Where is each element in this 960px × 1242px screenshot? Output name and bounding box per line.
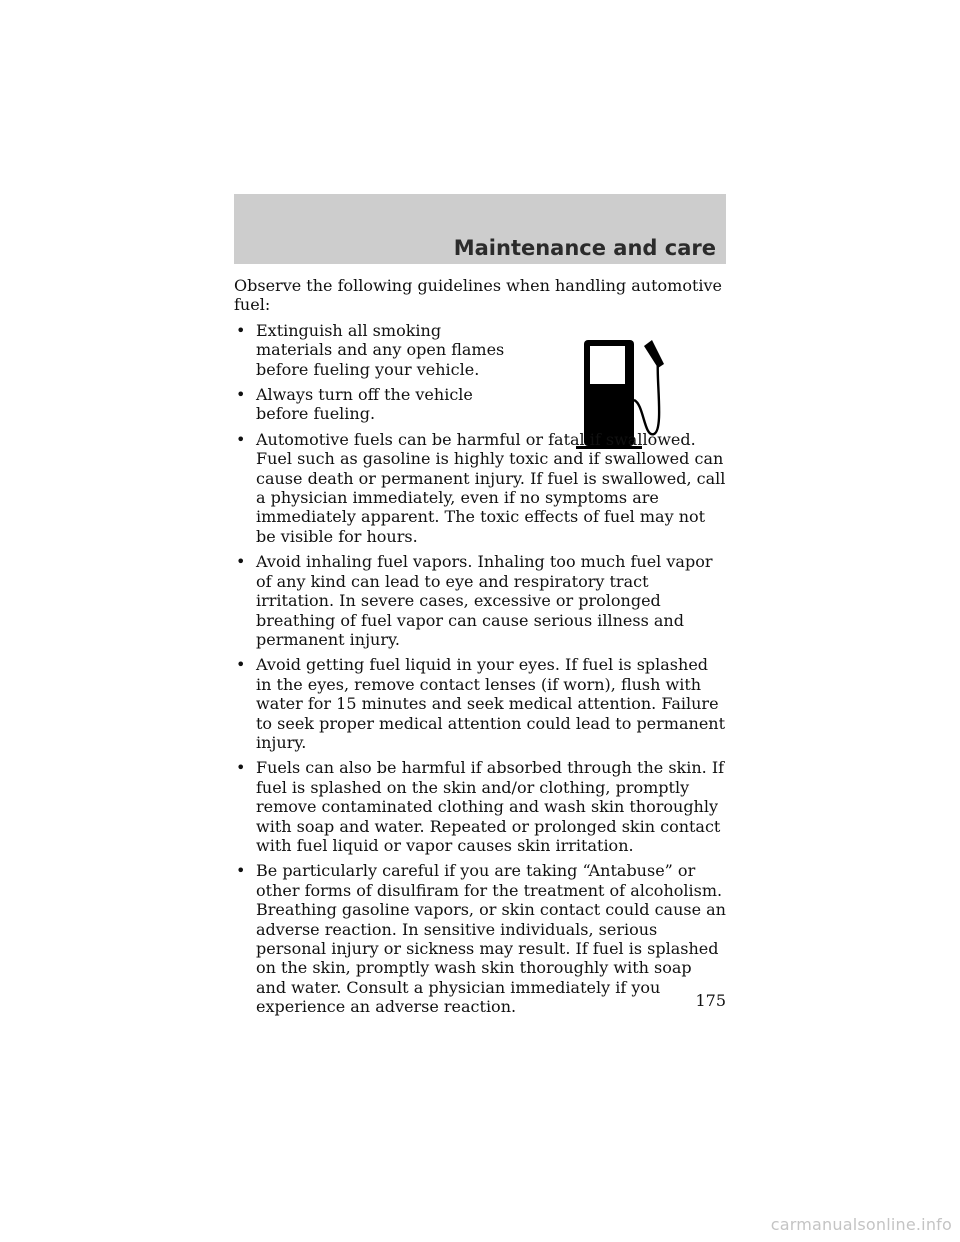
list-item-text: Be particularly careful if you are taking “Antabuse” or other forms of disulfiram for the treatment of alcoholism. Breathing gasoline vapors, or skin contact could cause an adverse reaction. In sensitive individuals, serious personal injury or sickness may result. If fuel is splashed on the skin, promptly wash skin thoroughly with soap and water. Consult a physician immediately if you experience an adverse reaction. (256, 861, 726, 1017)
list-item (234, 321, 511, 379)
bullet-glyph: • (236, 320, 246, 340)
bullet-glyph: • (236, 385, 246, 405)
list-item (234, 552, 726, 649)
list-item-text: Extinguish all smoking materials and any open flames before fueling your vehicle. (256, 320, 505, 379)
list-item-text: Automotive fuels can be harmful or fatal if swallowed. Fuel such as gasoline is highly toxic and if swallowed can cause death or permanent injury. If fuel is swallowed, call a physician immediately, even if no symptoms are immediately apparent. The toxic effects of fuel may not be visible for hours. (256, 429, 726, 546)
document-body (234, 276, 726, 1023)
watermark-link[interactable]: carmanualsonline.info (770, 1215, 952, 1234)
list-item (234, 861, 726, 1016)
bullet-glyph: • (236, 429, 246, 449)
bullet-glyph: • (236, 861, 246, 881)
list-item-text: Always turn off the vehicle before fueling. (256, 385, 473, 424)
bullet-glyph: • (236, 758, 246, 778)
intro-paragraph: Observe the following guidelines when handling automotive fuel: (234, 276, 722, 315)
page-number: 175 (695, 991, 726, 1010)
list-item (234, 430, 726, 546)
section-title: Maintenance and care (453, 236, 716, 260)
section-header-band (234, 194, 726, 264)
list-item-text: Avoid getting fuel liquid in your eyes. If fuel is splashed in the eyes, remove contact lenses (if worn), flush with water for 15 minutes and seek medical attention. Failure to seek proper medical attention could lead to permanent injury. (256, 655, 726, 752)
list-item (234, 655, 726, 752)
bullet-glyph: • (236, 655, 246, 675)
list-item (234, 758, 726, 855)
list-item (234, 385, 511, 424)
guidelines-list (234, 321, 726, 1017)
bullet-glyph: • (236, 552, 246, 572)
list-item-text: Avoid inhaling fuel vapors. Inhaling too much fuel vapor of any kind can lead to eye and respiratory tract irritation. In severe cases, excessive or prolonged breathing of fuel vapor can cause serious illness and permanent injury. (256, 552, 713, 649)
list-item-text: Fuels can also be harmful if absorbed through the skin. If fuel is splashed on the skin and/or clothing, promptly remove contaminated clothing and wash skin thoroughly with soap and water. Repeated or prolonged skin contact with fuel liquid or vapor causes skin irritation. (256, 758, 725, 855)
